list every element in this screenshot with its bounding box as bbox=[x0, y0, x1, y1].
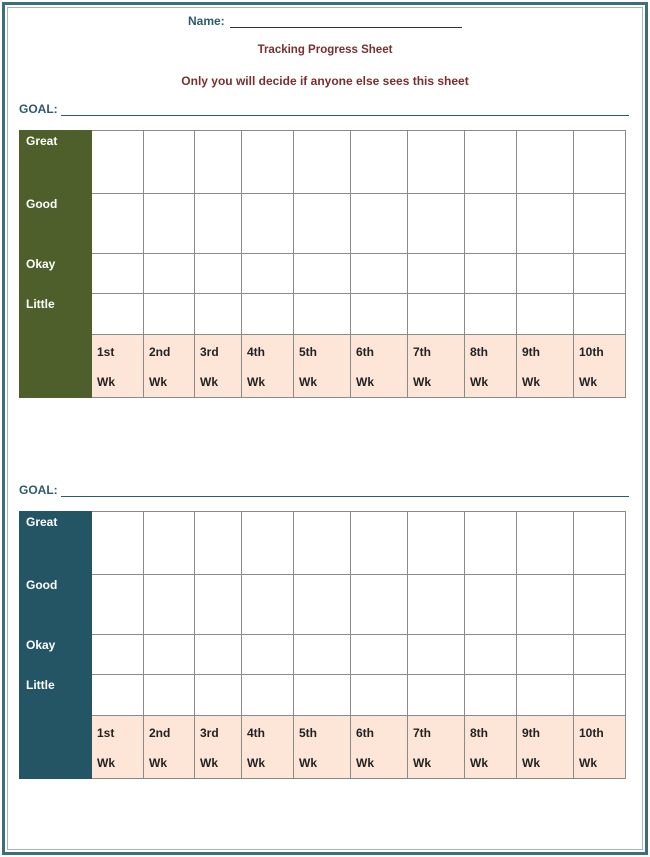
progress-cell[interactable] bbox=[574, 254, 626, 294]
week-unit: Wk bbox=[470, 375, 488, 389]
progress-cell[interactable] bbox=[408, 254, 465, 294]
week-unit: Wk bbox=[579, 375, 597, 389]
progress-cell[interactable] bbox=[408, 194, 465, 254]
goal-label: GOAL: bbox=[19, 102, 58, 116]
progress-cell[interactable] bbox=[408, 675, 465, 716]
progress-cell[interactable] bbox=[242, 675, 294, 716]
week-ordinal: 10th bbox=[579, 345, 604, 359]
week-ordinal: 4th bbox=[247, 726, 265, 740]
progress-cell[interactable] bbox=[92, 575, 144, 635]
week-ordinal: 2nd bbox=[149, 726, 171, 740]
week-ordinal: 5th bbox=[299, 726, 317, 740]
week-ordinal: 4th bbox=[247, 345, 265, 359]
progress-cell[interactable] bbox=[465, 131, 517, 194]
week-label bbox=[351, 335, 408, 398]
week-unit: Wk bbox=[299, 375, 317, 389]
progress-cell[interactable] bbox=[92, 254, 144, 294]
progress-cell[interactable] bbox=[351, 254, 408, 294]
level-label: Good bbox=[20, 575, 92, 635]
progress-cell[interactable] bbox=[517, 675, 574, 716]
week-label bbox=[242, 716, 294, 779]
week-unit: Wk bbox=[149, 375, 167, 389]
progress-cell[interactable] bbox=[465, 294, 517, 335]
week-ordinal: 8th bbox=[470, 726, 488, 740]
progress-cell[interactable] bbox=[351, 675, 408, 716]
level-row bbox=[20, 675, 626, 716]
level-label: Okay bbox=[20, 254, 92, 294]
progress-cell[interactable] bbox=[574, 512, 626, 575]
progress-cell[interactable] bbox=[351, 635, 408, 675]
goal-label: GOAL: bbox=[19, 483, 58, 497]
week-unit: Wk bbox=[247, 756, 265, 770]
week-unit: Wk bbox=[522, 375, 540, 389]
progress-cell[interactable] bbox=[408, 512, 465, 575]
progress-cell[interactable] bbox=[144, 575, 195, 635]
progress-cell[interactable] bbox=[144, 294, 195, 335]
progress-cell[interactable] bbox=[242, 635, 294, 675]
level-label: Great bbox=[20, 512, 92, 575]
progress-cell[interactable] bbox=[195, 194, 242, 254]
week-label bbox=[144, 335, 195, 398]
week-unit: Wk bbox=[200, 756, 218, 770]
week-unit: Wk bbox=[413, 756, 431, 770]
week-unit: Wk bbox=[470, 756, 488, 770]
progress-cell[interactable] bbox=[465, 675, 517, 716]
progress-cell[interactable] bbox=[465, 254, 517, 294]
progress-cell[interactable] bbox=[195, 294, 242, 335]
goal-field-1 bbox=[19, 102, 629, 116]
week-unit: Wk bbox=[413, 375, 431, 389]
week-ordinal: 7th bbox=[413, 345, 431, 359]
sheet-title: Tracking Progress Sheet bbox=[257, 44, 393, 56]
week-row bbox=[20, 335, 626, 398]
progress-cell[interactable] bbox=[574, 294, 626, 335]
progress-grid-1 bbox=[19, 130, 626, 398]
name-input-line[interactable] bbox=[230, 15, 462, 28]
progress-cell[interactable] bbox=[408, 294, 465, 335]
name-field bbox=[0, 14, 650, 28]
week-unit: Wk bbox=[299, 756, 317, 770]
progress-cell[interactable] bbox=[144, 194, 195, 254]
progress-cell[interactable] bbox=[144, 675, 195, 716]
progress-cell[interactable] bbox=[294, 512, 351, 575]
week-ordinal: 9th bbox=[522, 726, 540, 740]
progress-cell[interactable] bbox=[517, 131, 574, 194]
progress-cell[interactable] bbox=[294, 675, 351, 716]
corner-cell bbox=[20, 335, 92, 398]
progress-cell[interactable] bbox=[574, 675, 626, 716]
progress-cell[interactable] bbox=[92, 512, 144, 575]
week-unit: Wk bbox=[97, 375, 115, 389]
week-label bbox=[574, 335, 626, 398]
week-label bbox=[517, 335, 574, 398]
week-unit: Wk bbox=[356, 756, 374, 770]
progress-cell[interactable] bbox=[92, 131, 144, 194]
progress-cell[interactable] bbox=[517, 635, 574, 675]
week-ordinal: 6th bbox=[356, 345, 374, 359]
week-unit: Wk bbox=[579, 756, 597, 770]
name-label: Name: bbox=[187, 14, 225, 28]
level-label: Little bbox=[20, 675, 92, 716]
goal-input-line[interactable] bbox=[61, 105, 629, 116]
progress-cell[interactable] bbox=[351, 575, 408, 635]
week-ordinal: 9th bbox=[522, 345, 540, 359]
progress-cell[interactable] bbox=[465, 512, 517, 575]
progress-cell[interactable] bbox=[242, 254, 294, 294]
progress-cell[interactable] bbox=[574, 575, 626, 635]
progress-cell[interactable] bbox=[242, 512, 294, 575]
level-label: Little bbox=[20, 294, 92, 335]
week-label bbox=[294, 716, 351, 779]
goal-input-line[interactable] bbox=[61, 486, 629, 497]
progress-cell[interactable] bbox=[465, 194, 517, 254]
week-unit: Wk bbox=[200, 375, 218, 389]
progress-cell[interactable] bbox=[408, 635, 465, 675]
progress-cell[interactable] bbox=[574, 131, 626, 194]
progress-cell[interactable] bbox=[294, 635, 351, 675]
level-row bbox=[20, 575, 626, 635]
week-label bbox=[517, 716, 574, 779]
progress-cell[interactable] bbox=[144, 635, 195, 675]
level-row bbox=[20, 131, 626, 194]
progress-cell[interactable] bbox=[144, 131, 195, 194]
week-label bbox=[574, 716, 626, 779]
progress-cell[interactable] bbox=[195, 254, 242, 294]
week-ordinal: 3rd bbox=[200, 345, 219, 359]
progress-cell[interactable] bbox=[195, 635, 242, 675]
progress-cell[interactable] bbox=[195, 512, 242, 575]
week-unit: Wk bbox=[97, 756, 115, 770]
progress-cell[interactable] bbox=[294, 294, 351, 335]
progress-cell[interactable] bbox=[92, 294, 144, 335]
progress-cell[interactable] bbox=[195, 131, 242, 194]
week-label bbox=[92, 335, 144, 398]
progress-cell[interactable] bbox=[92, 635, 144, 675]
progress-cell[interactable] bbox=[242, 194, 294, 254]
week-ordinal: 6th bbox=[356, 726, 374, 740]
week-label bbox=[195, 716, 242, 779]
week-unit: Wk bbox=[247, 375, 265, 389]
week-unit: Wk bbox=[149, 756, 167, 770]
level-label: Okay bbox=[20, 635, 92, 675]
progress-cell[interactable] bbox=[195, 575, 242, 635]
progress-cell[interactable] bbox=[242, 575, 294, 635]
week-label bbox=[144, 716, 195, 779]
progress-cell[interactable] bbox=[465, 635, 517, 675]
progress-cell[interactable] bbox=[294, 254, 351, 294]
week-label bbox=[195, 335, 242, 398]
level-row bbox=[20, 512, 626, 575]
progress-cell[interactable] bbox=[517, 254, 574, 294]
week-label bbox=[294, 335, 351, 398]
week-ordinal: 7th bbox=[413, 726, 431, 740]
week-ordinal: 8th bbox=[470, 345, 488, 359]
progress-cell[interactable] bbox=[465, 575, 517, 635]
week-ordinal: 5th bbox=[299, 345, 317, 359]
week-ordinal: 1st bbox=[97, 345, 115, 359]
progress-cell[interactable] bbox=[574, 194, 626, 254]
progress-cell[interactable] bbox=[351, 294, 408, 335]
progress-cell[interactable] bbox=[294, 194, 351, 254]
week-label bbox=[408, 335, 465, 398]
week-ordinal: 10th bbox=[579, 726, 604, 740]
level-row bbox=[20, 294, 626, 335]
progress-cell[interactable] bbox=[351, 512, 408, 575]
progress-cell[interactable] bbox=[242, 294, 294, 335]
week-ordinal: 3rd bbox=[200, 726, 219, 740]
progress-cell[interactable] bbox=[294, 131, 351, 194]
progress-cell[interactable] bbox=[574, 635, 626, 675]
progress-cell[interactable] bbox=[294, 575, 351, 635]
level-row bbox=[20, 194, 626, 254]
week-unit: Wk bbox=[356, 375, 374, 389]
progress-cell[interactable] bbox=[517, 575, 574, 635]
progress-cell[interactable] bbox=[195, 675, 242, 716]
progress-cell[interactable] bbox=[351, 194, 408, 254]
progress-grid-2 bbox=[19, 511, 626, 779]
level-row bbox=[20, 254, 626, 294]
week-label bbox=[465, 335, 517, 398]
progress-cell[interactable] bbox=[144, 512, 195, 575]
progress-cell[interactable] bbox=[92, 194, 144, 254]
goal-field-2 bbox=[19, 483, 629, 497]
week-label bbox=[242, 335, 294, 398]
level-row bbox=[20, 635, 626, 675]
level-label: Great bbox=[20, 131, 92, 194]
progress-cell[interactable] bbox=[144, 254, 195, 294]
week-ordinal: 1st bbox=[97, 726, 115, 740]
corner-cell bbox=[20, 716, 92, 779]
week-ordinal: 2nd bbox=[149, 345, 171, 359]
progress-cell[interactable] bbox=[242, 131, 294, 194]
week-label bbox=[351, 716, 408, 779]
progress-cell[interactable] bbox=[408, 131, 465, 194]
progress-cell[interactable] bbox=[351, 131, 408, 194]
week-label bbox=[92, 716, 144, 779]
sheet-subtitle: Only you will decide if anyone else sees this sheet bbox=[181, 74, 469, 88]
week-label bbox=[408, 716, 465, 779]
progress-cell[interactable] bbox=[517, 194, 574, 254]
progress-cell[interactable] bbox=[408, 575, 465, 635]
progress-cell[interactable] bbox=[517, 294, 574, 335]
week-unit: Wk bbox=[522, 756, 540, 770]
level-label: Good bbox=[20, 194, 92, 254]
week-row bbox=[20, 716, 626, 779]
progress-cell[interactable] bbox=[517, 512, 574, 575]
week-label bbox=[465, 716, 517, 779]
progress-cell[interactable] bbox=[92, 675, 144, 716]
